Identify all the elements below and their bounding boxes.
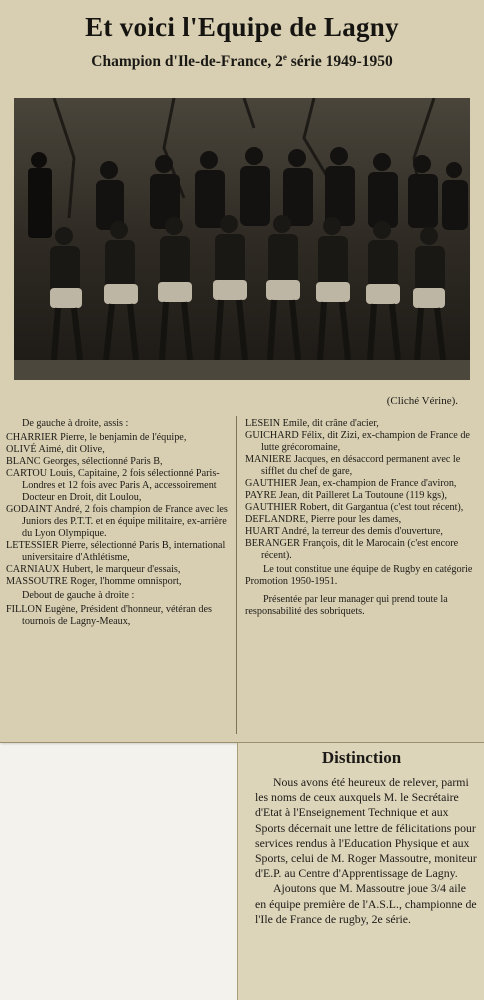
player-entry <box>245 454 475 478</box>
player-description: Jean, ex-champion de France d'aviron, <box>297 478 457 489</box>
player-name: PAYRE <box>245 490 277 501</box>
player-name: BERANGER <box>245 538 300 549</box>
player-entry <box>6 564 228 576</box>
player-name: LETESSIER <box>6 540 59 551</box>
player-entry <box>245 478 475 490</box>
player-name: FILLON <box>6 604 43 615</box>
player-name: CHARRIER <box>6 432 58 443</box>
player-description: Félix, dit Zizi, ex-champion de France de lutte grécoromaine, <box>261 430 470 453</box>
player-description: André, 2 fois champion de France avec les Juniors des P.T.T. et en équipe militaire, ex-arrière du Lyon Olympique. <box>22 504 228 539</box>
player-description: François, dit le Marocain (c'est encore récent). <box>261 538 459 561</box>
player-description: Emile, dit crâne d'acier, <box>280 418 379 429</box>
subheadline <box>0 52 484 71</box>
player-entry <box>6 456 228 468</box>
player-description: Eugène, Président d'honneur, vétéran des tournois de Lagny-Meaux, <box>22 604 212 627</box>
player-description: Aimé, dit Olive, <box>36 444 105 455</box>
player-description: Jean, dit Pailleret La Toutoune (119 kgs), <box>276 490 447 501</box>
player-name: CARNIAUX <box>6 564 60 575</box>
player-entry <box>6 444 228 456</box>
closing-paragraph-1: Le tout constitue une équipe de Rugby en catégorie Promotion 1950-1951. <box>245 564 473 587</box>
team-photo-image <box>14 98 470 380</box>
photo-credit: (Cliché Vérine). <box>386 395 458 407</box>
player-entry <box>6 468 228 504</box>
player-description: Pierre, le benjamin de l'équipe, <box>57 432 187 443</box>
player-entry <box>245 490 475 502</box>
player-name: GUICHARD <box>245 430 299 441</box>
distinction-paragraph-2: Ajoutons que M. Massoutre joue 3/4 aile en équipe première de l'A.S.L., championne de l'Ile de France de rugby, 2e série. <box>255 881 477 926</box>
player-description: Pierre, sélectionné Paris B, international universitaire d'Athlétisme, <box>22 540 226 563</box>
distinction-clipping <box>237 743 484 1000</box>
player-entry <box>245 418 475 430</box>
player-name: CARTOU <box>6 468 48 479</box>
player-entry <box>6 504 228 540</box>
player-entry <box>245 514 475 526</box>
distinction-title: Distinction <box>321 748 402 767</box>
player-name: GAUTHIER <box>245 478 298 489</box>
player-entry <box>245 526 475 538</box>
right-column <box>245 418 475 618</box>
player-description: André, la terreur des demis d'ouverture, <box>279 526 443 537</box>
player-description: Louis, Capitaine, 2 fois sélectionné Paris-Londres et 12 fois avec Paris A, accessoirement Docteur en Droit, dit Loulou, <box>22 468 220 503</box>
player-entry <box>245 502 475 514</box>
player-name: LESEIN <box>245 418 281 429</box>
distinction-paragraph-1: Nous avons été heureux de relever, parmi les noms de ceux auxquels M. le Secrétaire d'Etat à l'Enseignement Technique et aux Sports décernait une lettre de félicitations pour services rendus à l'Education Physique et aux Sports, celui de M. Roger Massoutre, moniteur d'E.P. au Centre d'Apprentissage de Lagny. <box>255 775 477 881</box>
left-column <box>6 418 228 628</box>
player-name: HUART <box>245 526 280 537</box>
player-description: Hubert, le marqueur d'essais, <box>59 564 181 575</box>
player-description: , Pierre pour les dames, <box>305 514 402 525</box>
standing-list <box>6 604 228 628</box>
player-description: Roger, l'homme omnisport, <box>67 576 182 587</box>
seated-list <box>6 432 228 588</box>
standing-heading: Debout de gauche à droite : <box>22 590 135 601</box>
player-entry <box>6 576 228 588</box>
player-name: OLIVÉ <box>6 444 37 455</box>
player-description: Georges, sélectionné Paris B, <box>40 456 163 467</box>
player-name: MANIERE <box>245 454 292 465</box>
distinction-body <box>255 775 477 927</box>
subheadline-main: Champion d'Ile-de-France, 2 <box>91 53 283 71</box>
column-divider <box>236 416 237 734</box>
closing-paragraph-2: Présentée par leur manager qui prend toute la responsabilité des sobriquets. <box>245 594 448 617</box>
seated-heading: De gauche à droite, assis : <box>22 418 129 429</box>
player-name: BLANC <box>6 456 41 467</box>
player-description: Jacques, en désaccord permanent avec le sifflet du chef de gare, <box>261 454 461 477</box>
player-entry <box>245 538 475 562</box>
player-entry <box>245 430 475 454</box>
player-name: MASSOUTRE <box>6 576 68 587</box>
player-list-continued <box>245 418 475 562</box>
headline: Et voici l'Equipe de Lagny <box>85 12 399 42</box>
player-description: Robert, dit Gargantua (c'est tout récent), <box>297 502 464 513</box>
player-name: GODAINT <box>6 504 53 515</box>
player-name: GAUTHIER <box>245 502 298 513</box>
player-entry <box>6 432 228 444</box>
team-photo <box>14 98 470 380</box>
player-name: DEFLANDRE <box>245 514 306 525</box>
subheadline-superscript: e <box>282 52 287 62</box>
subheadline-tail: série 1949-1950 <box>286 53 393 71</box>
player-entry <box>6 540 228 564</box>
player-entry <box>6 604 228 628</box>
